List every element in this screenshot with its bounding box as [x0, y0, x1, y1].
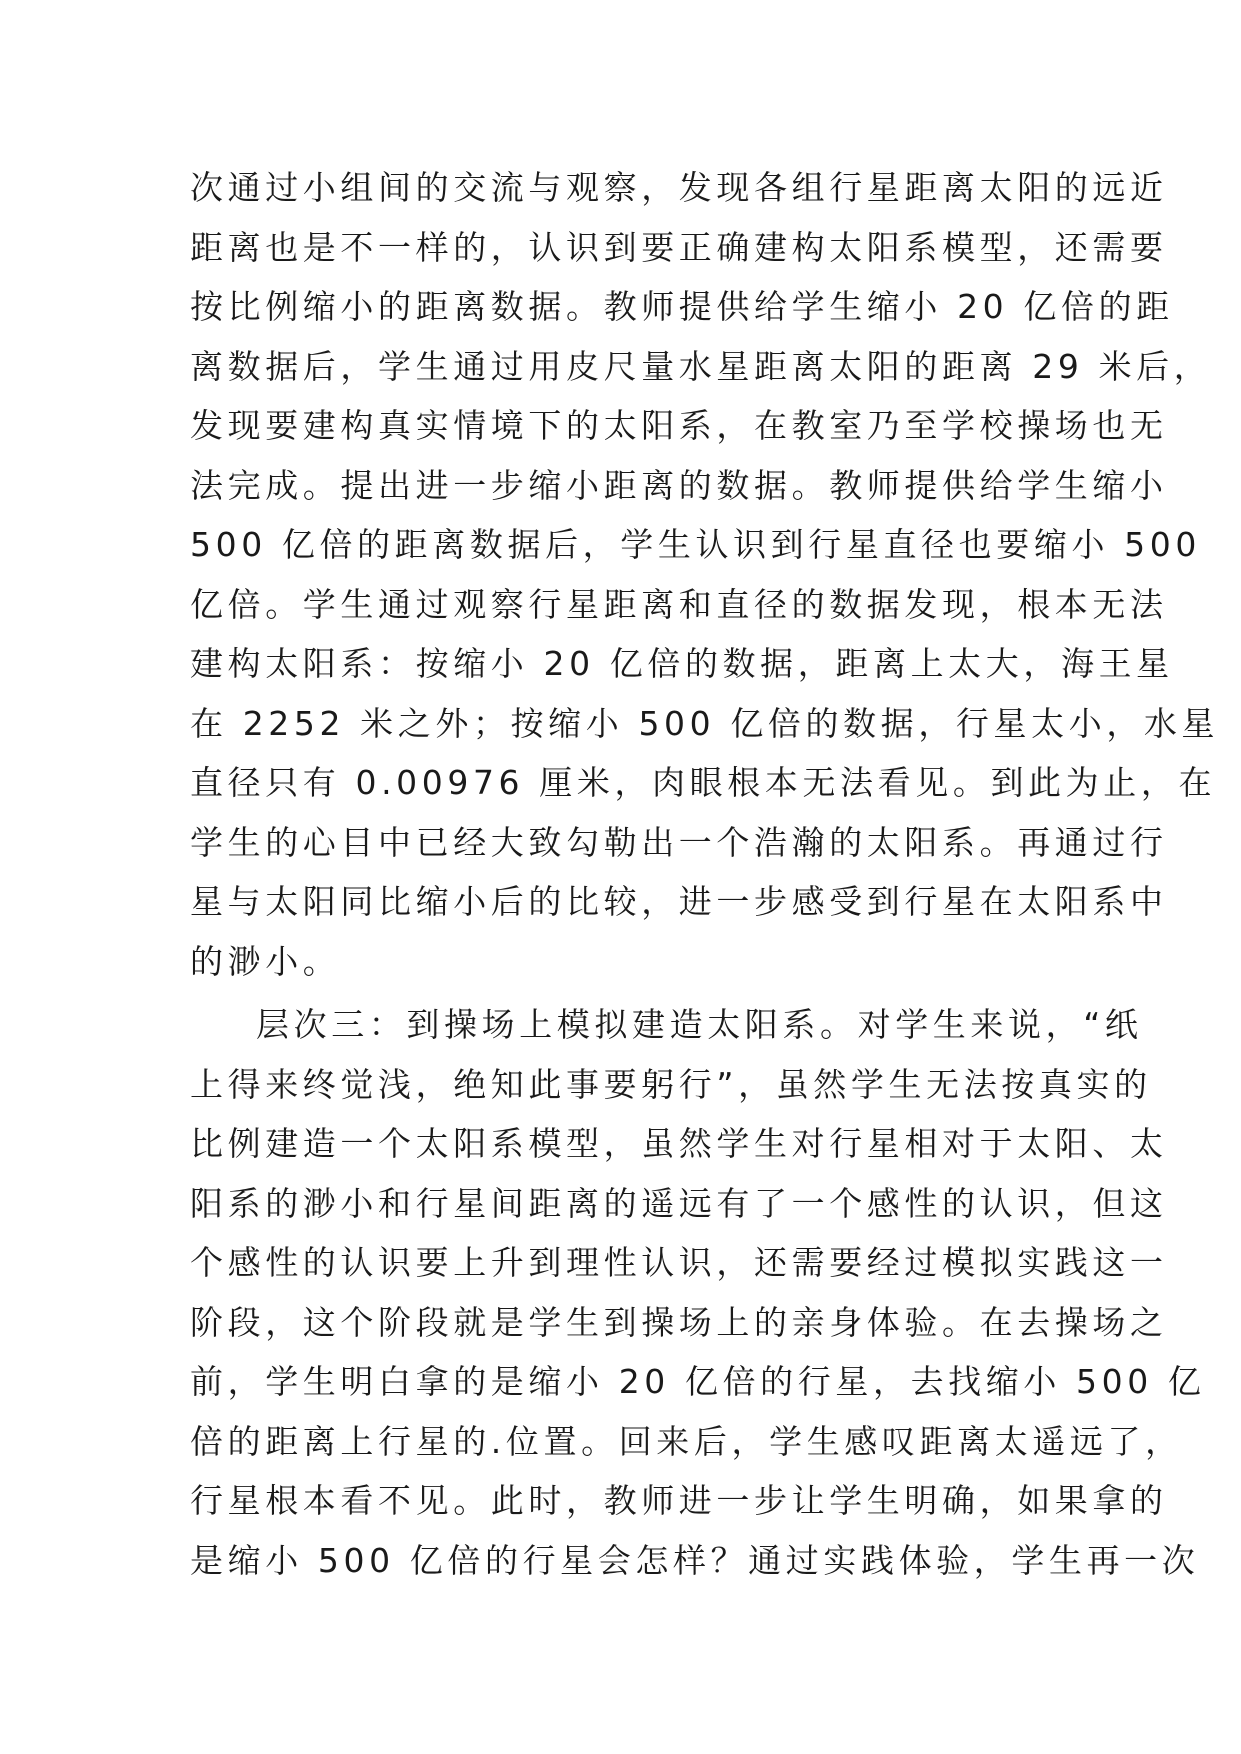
text-line: 发现要建构真实情境下的太阳系，在教室乃至学校操场也无 [190, 406, 1168, 445]
text-line: 亿倍。学生通过观察行星距离和直径的数据发现，根本无法 [190, 584, 1168, 624]
paragraph [190, 158, 1220, 991]
text-line: 星与太阳同比缩小后的比较，进一步感受到行星在太阳系中 [190, 882, 1168, 921]
text-line: 离数据后，学生通过用皮尺量水星距离太阳的距离 29 米后， [190, 346, 1212, 386]
text-line: 直径只有 0.00976 厘米，肉眼根本无法看见。到此为止，在 [190, 763, 1217, 802]
text-line: 阶段，这个阶段就是学生到操场上的亲身体验。在去操场之 [190, 1302, 1168, 1342]
text-line: 倍的距离上行星的.位置。回来后，学生感叹距离太遥远了， [190, 1421, 1183, 1461]
text-line: 建构太阳系：按缩小 20 亿倍的数据，距离上太大，海王星 [190, 644, 1174, 683]
text-line: 法完成。提出进一步缩小距离的数据。教师提供给学生缩小 [190, 465, 1168, 505]
text-line: 层次三：到操场上模拟建造太阳系。对学生来说，“纸 [256, 1005, 1143, 1044]
text-line: 行星根本看不见。此时，教师进一步让学生明确，如果拿的 [190, 1481, 1168, 1520]
text-line: 上得来终觉浅，绝知此事要躬行”，虽然学生无法按真实的 [190, 1064, 1152, 1104]
text-line: 的渺小。 [190, 941, 341, 981]
text-line: 距离也是不一样的，认识到要正确建构太阳系模型，还需要 [190, 227, 1168, 267]
text-line: 500 亿倍的距离数据后，学生认识到行星直径也要缩小 500 [190, 525, 1201, 564]
text-line: 在 2252 米之外；按缩小 500 亿倍的数据，行星太小，水星 [190, 703, 1220, 743]
text-line: 前，学生明白拿的是缩小 20 亿倍的行星，去找缩小 500 亿 [190, 1362, 1206, 1401]
paragraph [190, 995, 1206, 1590]
text-line: 次通过小组间的交流与观察，发现各组行星距离太阳的远近 [190, 168, 1168, 207]
text-line: 按比例缩小的距离数据。教师提供给学生缩小 20 亿倍的距 [190, 287, 1174, 326]
text-line: 是缩小 500 亿倍的行星会怎样？通过实践体验，学生再一次 [190, 1540, 1200, 1580]
document-page [190, 158, 1220, 1590]
text-line: 比例建造一个太阳系模型，虽然学生对行星相对于太阳、太 [190, 1124, 1168, 1163]
text-line: 阳系的渺小和行星间距离的遥远有了一个感性的认识，但这 [190, 1183, 1168, 1223]
text-line: 学生的心目中已经大致勾勒出一个浩瀚的太阳系。再通过行 [190, 822, 1168, 862]
text-line: 个感性的认识要上升到理性认识，还需要经过模拟实践这一 [190, 1243, 1168, 1282]
